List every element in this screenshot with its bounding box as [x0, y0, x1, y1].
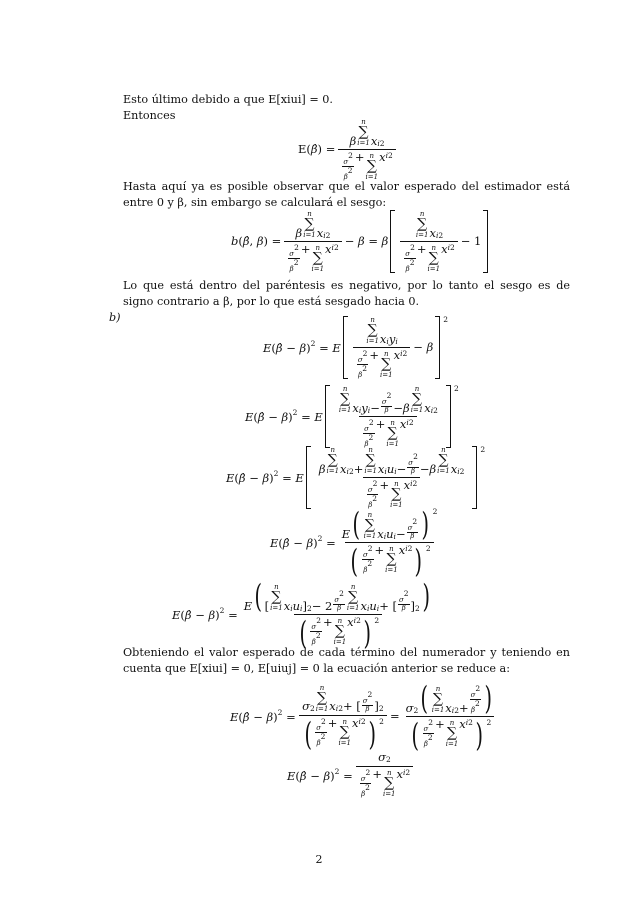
equation-mse-reduced: E(β̂ − β)$^2$ = σ 2 n ∑ i=1 x i 2 + [ $\sigma^2$ β ] $_2$ ( $\sigma^2$ $\beta^2$ + n ∑ i=1 x i 2 ) 2 = σ 2 ( n ∑ i=1 x i 2 + $\sigma^2$ $\beta^2$ ) ( $\sigma^2$ $\beta^2$ + n ∑ i=1 x i 2 ) 2	[230, 682, 501, 751]
paragraph-reduction: Obteniendo el valor esperado de cada término del numerador y teniendo en cuenta que E[xiui] = 0, E[uiuj] = 0 la ecuación anterior se reduce a:	[123, 646, 570, 675]
page-number: 2	[315, 853, 323, 866]
equation-mse-step2: E(β̂ − β)$^2$ = E n ∑ i=1 x i y i − $\sigma^2$ β − β n ∑ i=1 x i 2 $\sigma^2$ $\beta^2$ + n ∑ i=1 x i 2 2	[245, 384, 459, 448]
section-label-b: b)	[109, 311, 121, 324]
paragraph-expectation-note: Esto último debido a que E[xiui] = 0.	[123, 93, 333, 106]
equation-bias: b(β̂, β) = β n ∑ i=1 x i 2 $\sigma^2$ $\beta^2$ + n ∑ i=1 x i 2 − β = β n ∑ i=1 x i 2 $\sigma^2$ $\beta^2$ + n ∑ i=1 x i 2 − 1	[231, 210, 490, 273]
equation-mse-step3: E(β̂ − β)$^2$ = E β n ∑ i=1 x i 2 + n ∑ i=1 x i u i − $\sigma^2$ β − β n ∑ i=1 x i 2 $\sigma^2$ $\beta^2$ + n ∑ i=1 x i 2 2	[226, 445, 486, 509]
equation-mse-step1: E(β̂ − β)$^2$ = E n ∑ i=1 x i y i $\sigma^2$ $\beta^2$ + n ∑ i=1 x i 2 − β 2	[263, 315, 448, 379]
paragraph-entonces: Entonces	[123, 109, 176, 122]
equation-expected-estimator: E(β̂) = β n ∑ i=1 x i 2 $\sigma^2$ $\beta^2$ + n ∑ i=1 x i 2	[298, 118, 399, 181]
paragraph-bias-sign: Lo que está dentro del paréntesis es negativo, por lo tanto el sesgo es de signo contrario a β, por lo que está sesgado hacia 0.	[123, 279, 570, 308]
equation-mse-step5: E(β̂ − β)$^2$ = E ( [ n ∑ i=1 x i u i ] 2 − 2 $\sigma^2$ β n ∑ i=1 x i u i + [ $\sigma^2$ β ] $_2$ ) ( $\sigma^2$ $\beta^2$ + n ∑ i=1 x i 2 ) 2	[172, 577, 430, 652]
equation-mse-step4: E(β̂ − β)$^2$ = E ( n ∑ i=1 x i u i − $\sigma^2$ β ) 2 ( $\sigma^2$ $\beta^2$ + n ∑ i=1 x i 2 ) 2	[270, 505, 438, 580]
paragraph-bias-intro: Hasta aquí ya es posible observar que el valor esperado del estimador está entre 0 y β, sin embargo se calculará el sesgo:	[123, 180, 570, 209]
equation-mse-final: E(β̂ − β)$^2$ = σ 2 $\sigma^2$ $\beta^2$ + n ∑ i=1 x i 2	[287, 752, 416, 798]
